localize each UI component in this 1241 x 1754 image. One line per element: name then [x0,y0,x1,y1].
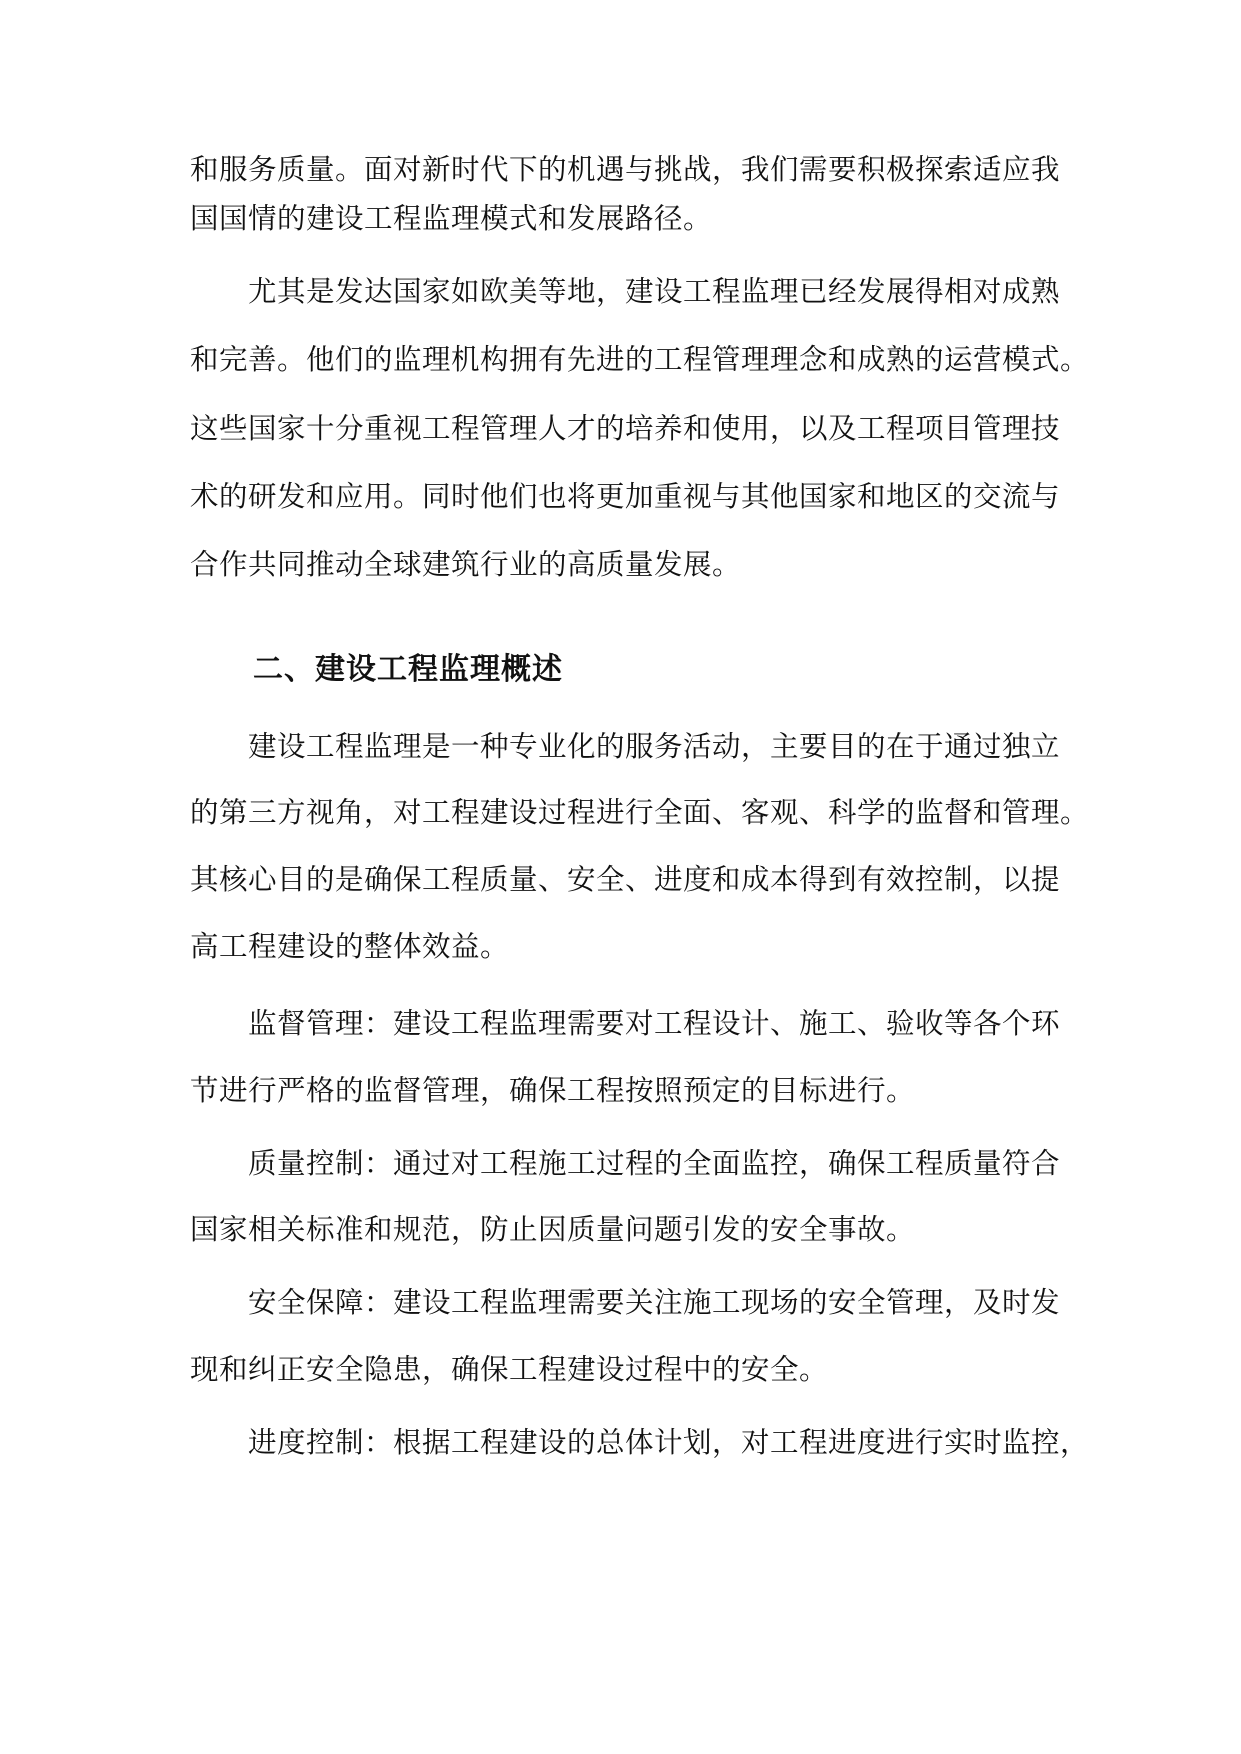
paragraph-line: 质量控制：通过对工程施工过程的全面监控，确保工程质量符合 [248,1147,1061,1180]
paragraph-line: 尤其是发达国家如欧美等地，建设工程监理已经发展得相对成熟 [248,275,1061,308]
paragraph-line: 的第三方视角，对工程建设过程进行全面、客观、科学的监督和管理。 [190,796,1090,829]
paragraph-line: 这些国家十分重视工程管理人才的培养和使用，以及工程项目管理技 [190,412,1061,445]
paragraph-line: 和完善。他们的监理机构拥有先进的工程管理理念和成熟的运营模式。 [190,343,1090,376]
paragraph-line: 监督管理：建设工程监理需要对工程设计、施工、验收等各个环 [248,1007,1061,1040]
section-heading: 二、建设工程监理概述 [253,652,563,687]
paragraph-line: 国国情的建设工程监理模式和发展路径。 [190,202,713,235]
paragraph-line: 高工程建设的整体效益。 [190,930,510,963]
paragraph-line: 进度控制：根据工程建设的总体计划，对工程进度进行实时监控， [248,1426,1090,1459]
paragraph-line: 术的研发和应用。同时他们也将更加重视与其他国家和地区的交流与 [190,480,1061,513]
paragraph-line: 合作共同推动全球建筑行业的高质量发展。 [190,548,742,581]
paragraph-line: 和服务质量。面对新时代下的机遇与挑战，我们需要积极探索适应我 [190,153,1061,186]
paragraph-line: 国家相关标准和规范，防止因质量问题引发的安全事故。 [190,1213,916,1246]
paragraph-line: 安全保障：建设工程监理需要关注施工现场的安全管理，及时发 [248,1286,1061,1319]
paragraph-line: 建设工程监理是一种专业化的服务活动，主要目的在于通过独立 [248,730,1061,763]
paragraph-line: 现和纠正安全隐患，确保工程建设过程中的安全。 [190,1353,829,1386]
paragraph-line: 其核心目的是确保工程质量、安全、进度和成本得到有效控制，以提 [190,863,1061,896]
paragraph-line: 节进行严格的监督管理，确保工程按照预定的目标进行。 [190,1074,916,1107]
